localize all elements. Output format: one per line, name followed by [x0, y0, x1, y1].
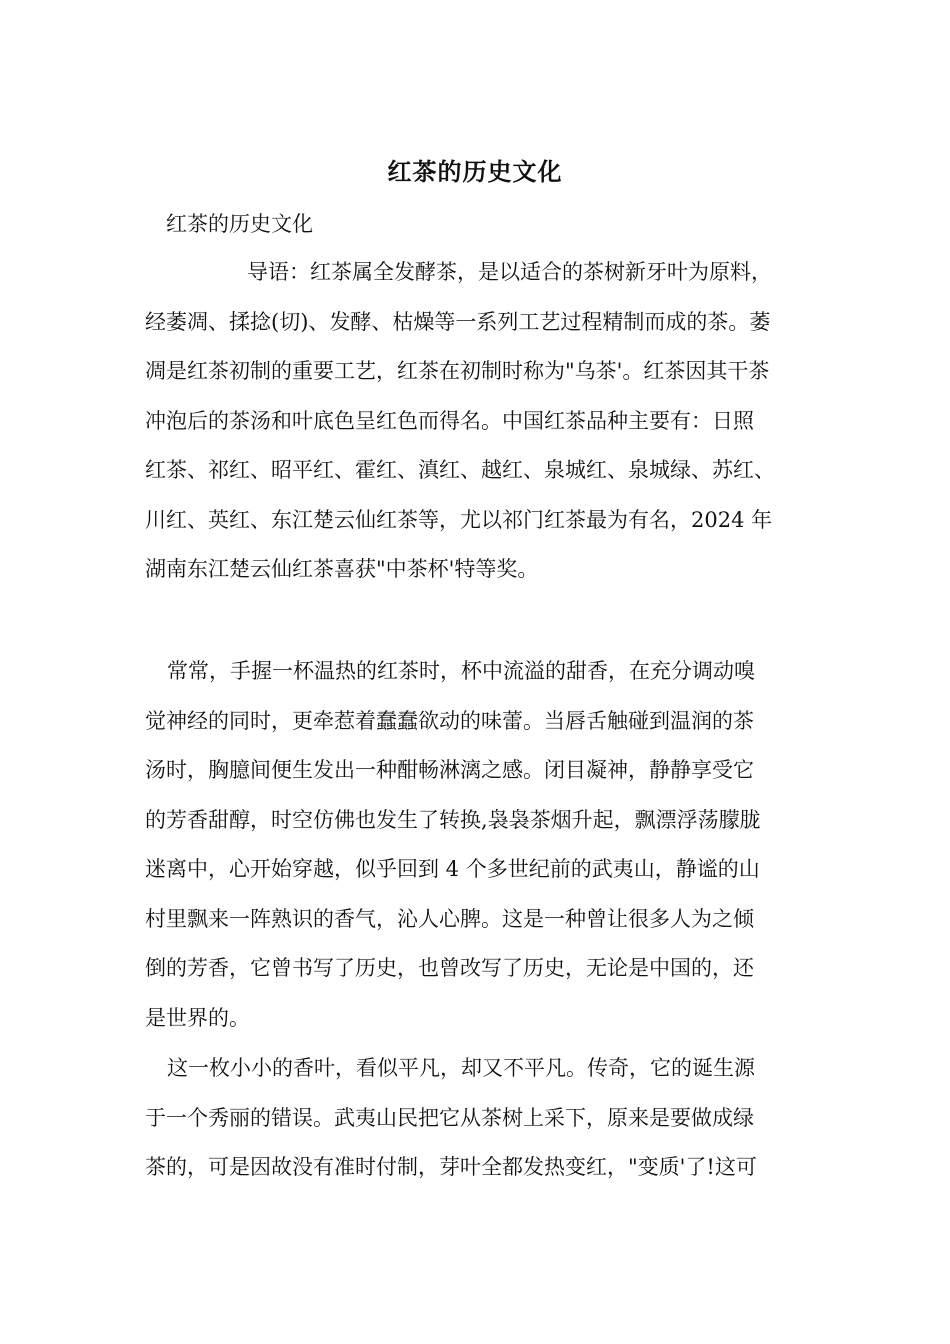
paragraph-line: 这一枚小小的香叶，看似平凡，却又不平凡。传奇，它的诞生源 [167, 1056, 755, 1080]
document-subtitle: 红茶的历史文化 [166, 212, 313, 236]
paragraph-line: 湖南东江楚云仙红茶喜获"中茶杯'特等奖。 [145, 557, 539, 581]
paragraph-line: 川红、英红、东江楚云仙红茶等，尤以祁门红茶最为有名，2024 年 [145, 507, 773, 532]
paragraph-line: 经萎凋、揉捻(切)、发酵、枯燥等一系列工艺过程精制而成的茶。萎 [145, 309, 771, 334]
paragraph-line: 于一个秀丽的错误。武夷山民把它从茶树上采下，原来是要做成绿 [145, 1105, 754, 1130]
paragraph-line: 常常，手握一杯温热的红茶时，杯中流溢的甜香，在充分调动嗅 [167, 659, 755, 683]
paragraph-origin [145, 1052, 835, 1201]
paragraph-tea-aroma [145, 655, 835, 1051]
paragraph-line: 冲泡后的茶汤和叶底色呈红色而得名。中国红茶品种主要有：日照 [145, 408, 754, 433]
paragraph-line: 迷离中，心开始穿越，似乎回到 4 个多世纪前的武夷山，静谧的山 [145, 857, 760, 881]
paragraph-intro [145, 256, 835, 603]
paragraph-line: 村里飘来一阵熟识的香气，沁人心脾。这是一种曾让很多人为之倾 [145, 906, 754, 931]
paragraph-line: 倒的芳香，它曾书写了历史，也曾改写了历史，无论是中国的，还 [145, 956, 754, 980]
paragraph-line: 是世界的。 [145, 1005, 250, 1030]
document-title: 红茶的历史文化 [387, 157, 563, 186]
paragraph-line: 觉神经的同时，更牵惹着蠢蠢欲动的味蕾。当唇舌触碰到温润的茶 [145, 708, 754, 733]
paragraph-line: 红茶、祁红、昭平红、霍红、滇红、越红、泉城红、泉城绿、苏红、 [145, 458, 775, 482]
paragraph-line: 茶的，可是因故没有准时付制，芽叶全都发热变红，"变质'了!这可 [145, 1155, 757, 1179]
paragraph-line: 的芳香甜醇，时空仿佛也发生了转换,袅袅茶烟升起，飘漂浮荡朦胧 [145, 807, 761, 832]
paragraph-line: 凋是红茶初制的重要工艺，红茶在初制时称为"乌茶'。红茶因其干茶 [145, 359, 770, 383]
paragraph-line: 导语：红茶属全发酵茶，是以适合的茶树新牙叶为原料， [247, 260, 772, 284]
paragraph-line: 汤时，胸臆间便生发出一种酣畅淋漓之感。闭目凝神，静静享受它 [145, 758, 754, 782]
